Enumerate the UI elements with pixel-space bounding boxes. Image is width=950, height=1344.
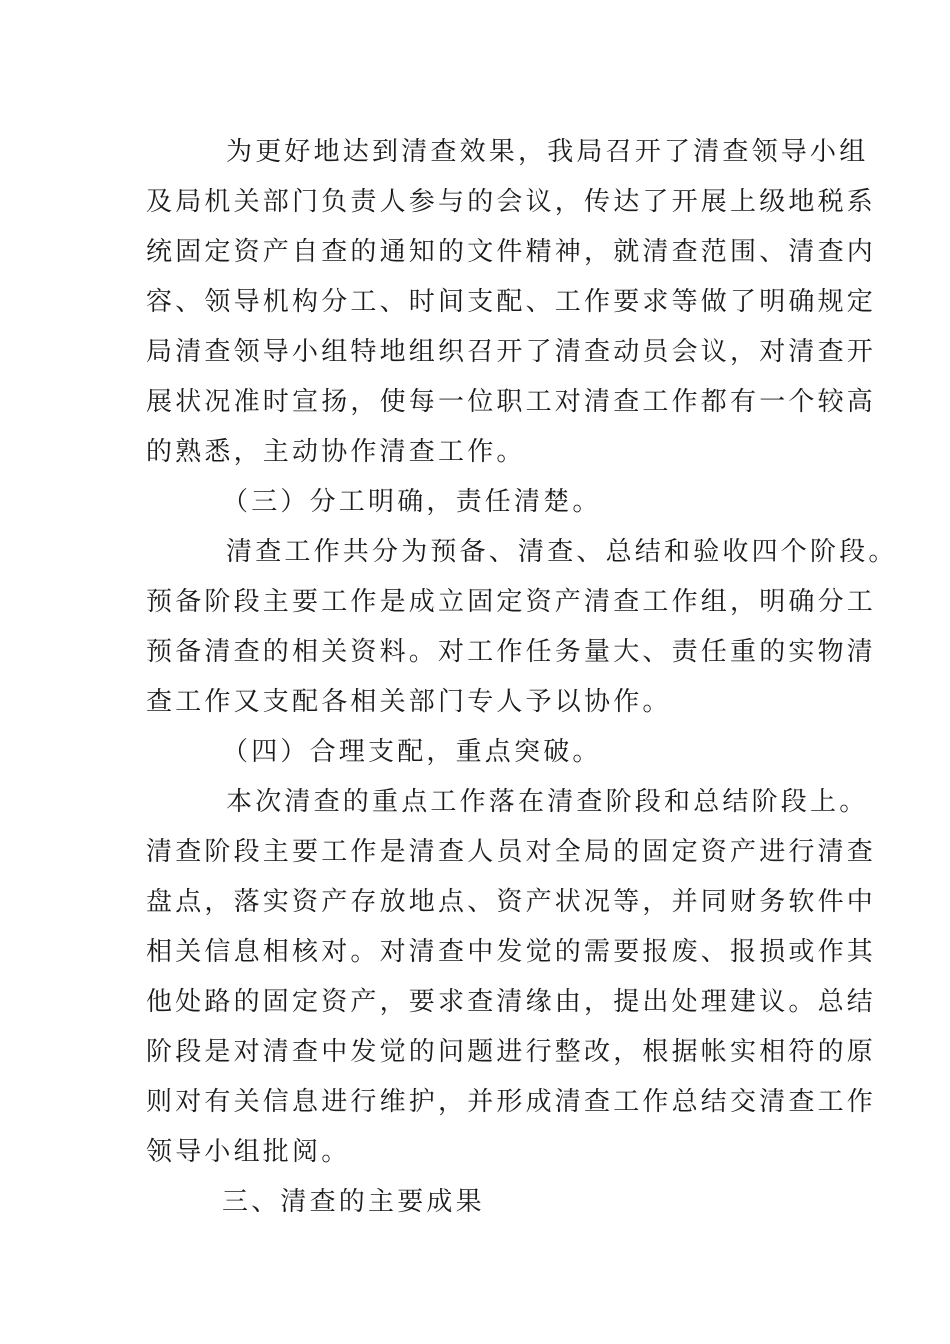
paragraph-line: 展状况准时宣扬，使每一位职工对清查工作都有一个较高 <box>146 387 877 417</box>
paragraph-line: 查工作又支配各相关部门专人予以协作。 <box>146 687 672 717</box>
paragraph-line: 则对有关信息进行维护，并形成清查工作总结交清查工作 <box>146 1087 877 1117</box>
paragraph-line: 的熟悉，主动协作清查工作。 <box>146 437 526 467</box>
paragraph-line: 阶段是对清查中发觉的问题进行整改，根据帐实相符的原 <box>146 1037 877 1067</box>
paragraph-line: 预备清查的相关资料。对工作任务量大、责任重的实物清 <box>146 637 877 667</box>
paragraph-line: 相关信息相核对。对清查中发觉的需要报废、报损或作其 <box>146 937 877 967</box>
paragraph-line: 清查阶段主要工作是清查人员对全局的固定资产进行清查 <box>146 837 877 867</box>
subheading-4: （四）合理支配，重点突破。 <box>222 737 602 767</box>
paragraph-line: 清查工作共分为预备、清查、总结和验收四个阶段。 <box>226 537 898 567</box>
paragraph-line: 为更好地达到清查效果，我局召开了清查领导小组 <box>226 137 869 167</box>
paragraph-line: 统固定资产自查的通知的文件精神，就清查范围、清查内 <box>146 237 877 267</box>
paragraph-line: 他处路的固定资产，要求查清缘由，提出处理建议。总结 <box>146 987 877 1017</box>
subheading-3: （三）分工明确，责任清楚。 <box>222 487 602 517</box>
section-heading: 三、清查的主要成果 <box>222 1187 485 1217</box>
paragraph-line: 预备阶段主要工作是成立固定资产清查工作组，明确分工 <box>146 587 877 617</box>
paragraph-line: 领导小组批阅。 <box>146 1137 351 1167</box>
paragraph-line: 及局机关部门负责人参与的会议，传达了开展上级地税系 <box>146 187 877 217</box>
paragraph-line: 局清查领导小组特地组织召开了清查动员会议，对清查开 <box>146 337 877 367</box>
paragraph-line: 容、领导机构分工、时间支配、工作要求等做了明确规定 <box>146 287 877 317</box>
paragraph-line: 盘点，落实资产存放地点、资产状况等，并同财务软件中 <box>146 887 877 917</box>
paragraph-line: 本次清查的重点工作落在清查阶段和总结阶段上。 <box>226 787 869 817</box>
